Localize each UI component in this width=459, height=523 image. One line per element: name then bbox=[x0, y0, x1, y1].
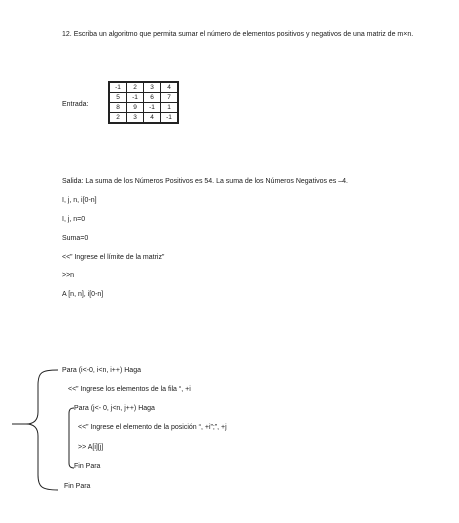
code-line: Suma=0 bbox=[62, 235, 89, 242]
code-line: A [n, n], i[0-n] bbox=[62, 291, 104, 298]
matrix-cell: -1 bbox=[144, 103, 161, 113]
matrix-cell: 4 bbox=[144, 113, 161, 124]
code-line: I, j, n=0 bbox=[62, 216, 86, 223]
matrix-cell: 7 bbox=[161, 93, 179, 103]
element-prompt: <<” Ingrese el elemento de la posición “, +i”;”, +j bbox=[78, 424, 227, 431]
inner-loop-start: Para (j<- 0, j<n, j++) Haga bbox=[74, 405, 155, 412]
problem-text: Escriba un algoritmo que permita sumar el número de elementos positivos y negativos de una matriz de m×n. bbox=[73, 31, 414, 38]
matrix-cell: -1 bbox=[161, 113, 179, 124]
matrix-cell: 1 bbox=[161, 103, 179, 113]
matrix-cell: 8 bbox=[109, 103, 127, 113]
matrix-cell: 9 bbox=[127, 103, 144, 113]
matrix-cell: 4 bbox=[161, 82, 179, 93]
matrix-cell: 2 bbox=[109, 113, 127, 124]
matrix-cell: 2 bbox=[127, 82, 144, 93]
element-read: >> A[i][j] bbox=[78, 444, 104, 451]
outer-curly-brace bbox=[26, 370, 58, 490]
code-line: >>n bbox=[62, 272, 75, 279]
outer-loop-start: Para (i<-0, i<n, i++) Haga bbox=[62, 367, 141, 374]
output-text: Salida: La suma de los Números Positivos es 54. La suma de los Números Negativos es –4. bbox=[62, 178, 348, 185]
row-prompt: <<” Ingrese los elementos de la fila “, +i bbox=[68, 386, 191, 393]
outer-loop-end: Fin Para bbox=[64, 483, 91, 490]
matrix-cell: 3 bbox=[127, 113, 144, 124]
matrix-cell: 5 bbox=[109, 93, 127, 103]
code-line: I, j, n, i[0-n] bbox=[62, 197, 97, 204]
matrix-cell: -1 bbox=[109, 82, 127, 93]
matrix-cell: -1 bbox=[127, 93, 144, 103]
code-line: <<” Ingrese el límite de la matriz” bbox=[62, 254, 165, 261]
matrix-cell: 3 bbox=[144, 82, 161, 93]
inner-bracket bbox=[69, 408, 74, 468]
input-label: Entrada: bbox=[62, 101, 89, 108]
inner-loop-end: Fin Para bbox=[74, 463, 101, 470]
problem-number: 12. bbox=[62, 31, 72, 38]
matrix-cell: 6 bbox=[144, 93, 161, 103]
